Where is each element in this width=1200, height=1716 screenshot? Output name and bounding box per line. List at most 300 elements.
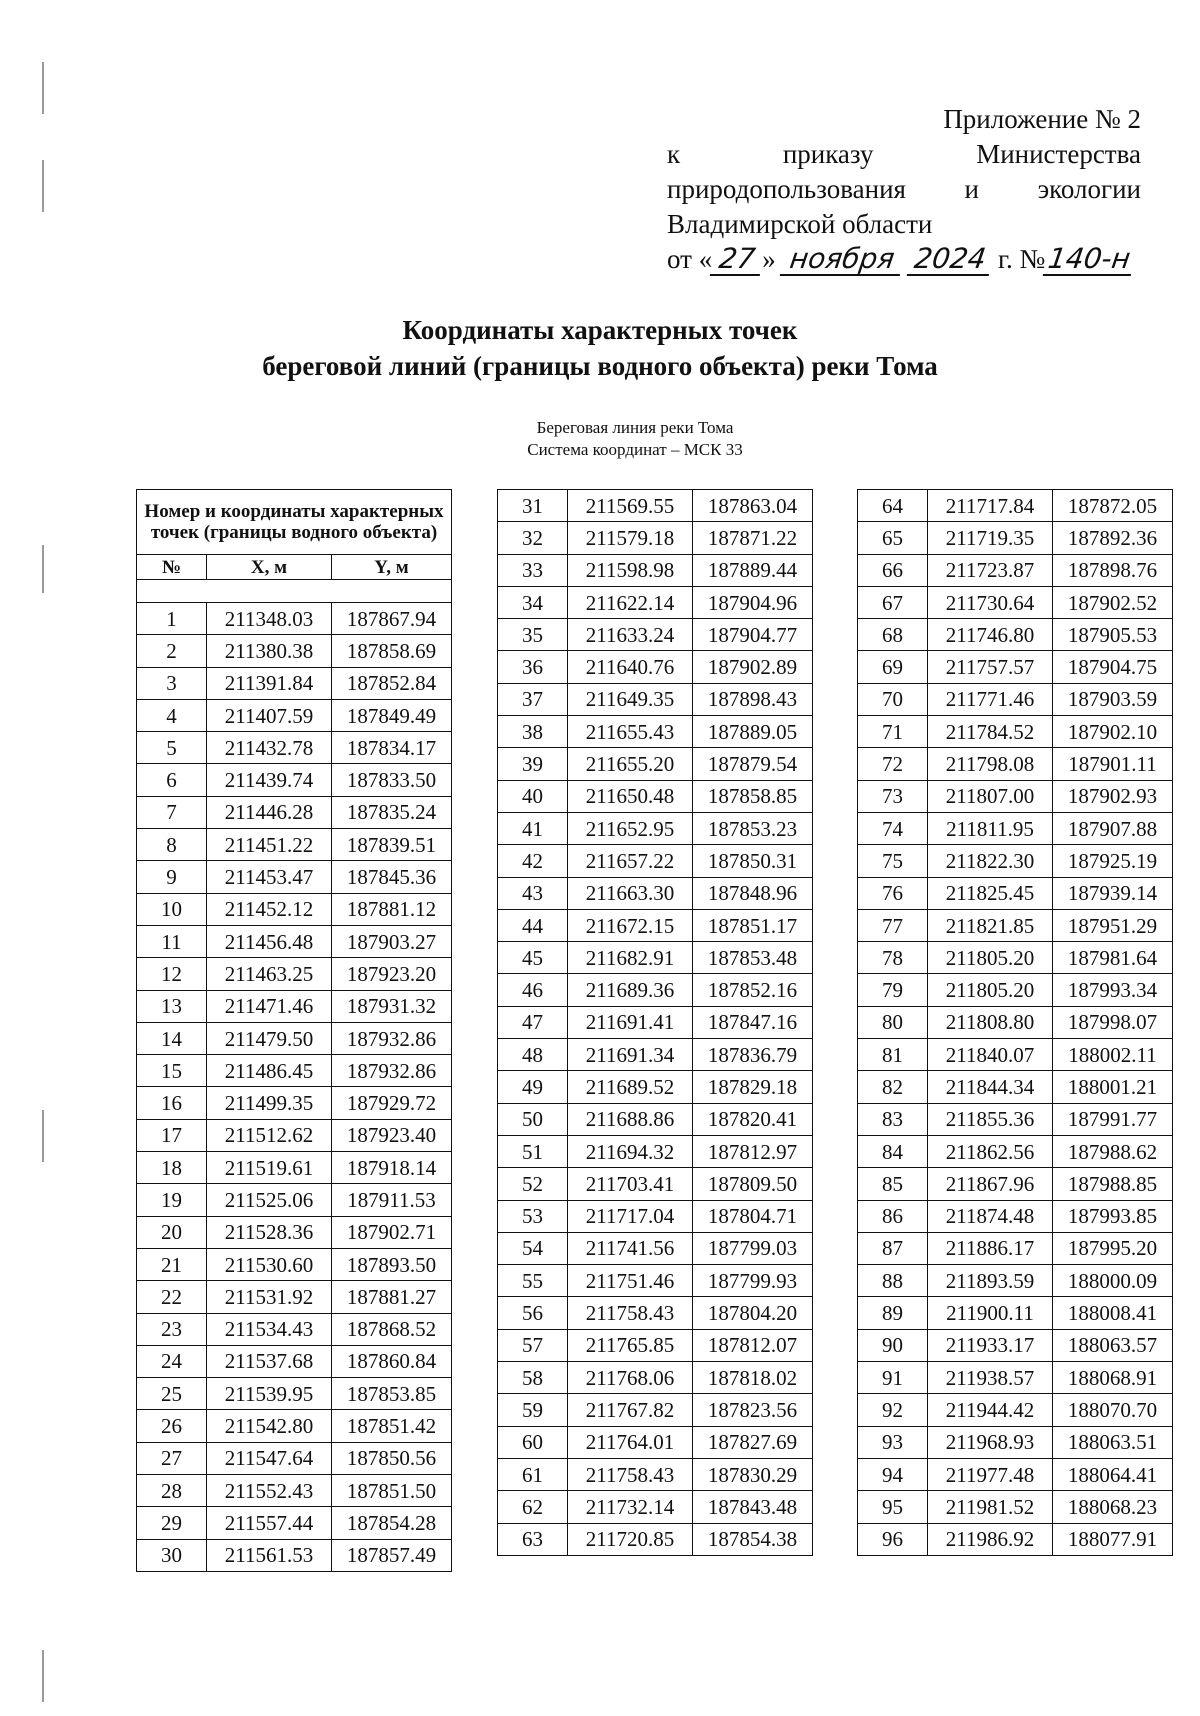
column-header-x: X, м — [207, 555, 332, 580]
y-coordinate-cell: 187852.84 — [332, 667, 452, 699]
table-row — [858, 1491, 1173, 1523]
y-coordinate-cell: 187833.50 — [332, 764, 452, 796]
x-coordinate-cell: 211649.35 — [568, 683, 693, 715]
table-row — [137, 990, 452, 1022]
x-coordinate-cell: 211805.20 — [928, 942, 1053, 974]
y-coordinate-cell: 187925.19 — [1053, 845, 1173, 877]
point-number-cell: 32 — [498, 522, 568, 554]
table-row — [858, 1039, 1173, 1071]
x-coordinate-cell: 211479.50 — [207, 1022, 332, 1054]
table-row — [498, 1362, 813, 1394]
point-number-cell: 52 — [498, 1168, 568, 1200]
y-coordinate-cell: 187799.93 — [693, 1265, 813, 1297]
y-coordinate-cell: 187929.72 — [332, 1087, 452, 1119]
table-row — [498, 1168, 813, 1200]
y-coordinate-cell: 187889.44 — [693, 554, 813, 586]
appendix-number: Приложение № 2 — [943, 104, 1141, 134]
y-coordinate-cell: 187993.85 — [1053, 1200, 1173, 1232]
x-coordinate-cell: 211534.43 — [207, 1313, 332, 1345]
x-coordinate-cell: 211452.12 — [207, 893, 332, 925]
y-coordinate-cell: 187995.20 — [1053, 1232, 1173, 1264]
table-row — [137, 1281, 452, 1313]
point-number-cell: 77 — [858, 909, 928, 941]
y-coordinate-cell: 187804.20 — [693, 1297, 813, 1329]
table-row — [498, 1039, 813, 1071]
point-number-cell: 37 — [498, 683, 568, 715]
table-row — [137, 635, 452, 667]
x-coordinate-cell: 211456.48 — [207, 925, 332, 957]
point-number-cell: 19 — [137, 1184, 207, 1216]
point-number-cell: 43 — [498, 877, 568, 909]
table-row — [137, 1152, 452, 1184]
table-row — [498, 586, 813, 618]
x-coordinate-cell: 211530.60 — [207, 1248, 332, 1280]
point-number-cell: 10 — [137, 893, 207, 925]
y-coordinate-cell: 187845.36 — [332, 861, 452, 893]
table-row — [858, 942, 1173, 974]
x-coordinate-cell: 211519.61 — [207, 1152, 332, 1184]
x-coordinate-cell: 211719.35 — [928, 522, 1053, 554]
point-number-cell: 46 — [498, 974, 568, 1006]
y-coordinate-cell: 187871.22 — [693, 522, 813, 554]
y-coordinate-cell: 187998.07 — [1053, 1006, 1173, 1038]
point-number-cell: 93 — [858, 1426, 928, 1458]
table-row — [498, 1071, 813, 1103]
y-coordinate-cell: 188068.23 — [1053, 1491, 1173, 1523]
x-coordinate-cell: 211822.30 — [928, 845, 1053, 877]
point-number-cell: 16 — [137, 1087, 207, 1119]
table-row — [858, 490, 1173, 522]
y-coordinate-cell: 187881.27 — [332, 1281, 452, 1313]
y-coordinate-cell: 187902.89 — [693, 651, 813, 683]
x-coordinate-cell: 211758.43 — [568, 1297, 693, 1329]
appendix-date-line: от « 27 » ноября 2024 г. №140-н — [667, 242, 1141, 277]
point-number-cell: 58 — [498, 1362, 568, 1394]
point-number-cell: 79 — [858, 974, 928, 1006]
table-row — [498, 1103, 813, 1135]
coordinates-table-1 — [136, 489, 452, 1572]
x-coordinate-cell: 211862.56 — [928, 1135, 1053, 1167]
point-number-cell: 38 — [498, 716, 568, 748]
y-coordinate-cell: 188077.91 — [1053, 1523, 1173, 1555]
table-row — [858, 845, 1173, 877]
table-row — [498, 812, 813, 844]
table-row — [137, 1507, 452, 1539]
x-coordinate-cell: 211451.22 — [207, 829, 332, 861]
table-row — [498, 522, 813, 554]
point-number-cell: 36 — [498, 651, 568, 683]
x-coordinate-cell: 211552.43 — [207, 1475, 332, 1507]
x-coordinate-cell: 211499.35 — [207, 1087, 332, 1119]
y-coordinate-cell: 187931.32 — [332, 990, 452, 1022]
point-number-cell: 3 — [137, 667, 207, 699]
y-coordinate-cell: 187904.96 — [693, 586, 813, 618]
point-number-cell: 72 — [858, 748, 928, 780]
y-coordinate-cell: 187812.97 — [693, 1135, 813, 1167]
table-row — [858, 780, 1173, 812]
point-number-cell: 62 — [498, 1491, 568, 1523]
point-number-cell: 66 — [858, 554, 928, 586]
y-coordinate-cell: 188008.41 — [1053, 1297, 1173, 1329]
x-coordinate-cell: 211805.20 — [928, 974, 1053, 1006]
point-number-cell: 12 — [137, 958, 207, 990]
point-number-cell: 18 — [137, 1152, 207, 1184]
x-coordinate-cell: 211717.04 — [568, 1200, 693, 1232]
y-coordinate-cell: 187904.77 — [693, 619, 813, 651]
y-coordinate-cell: 187898.76 — [1053, 554, 1173, 586]
y-coordinate-cell: 187991.77 — [1053, 1103, 1173, 1135]
table-row — [137, 1087, 452, 1119]
x-coordinate-cell: 211439.74 — [207, 764, 332, 796]
point-number-cell: 87 — [858, 1232, 928, 1264]
point-number-cell: 68 — [858, 619, 928, 651]
x-coordinate-cell: 211694.32 — [568, 1135, 693, 1167]
table-row — [858, 716, 1173, 748]
x-coordinate-cell: 211900.11 — [928, 1297, 1053, 1329]
table-row — [498, 1523, 813, 1555]
point-number-cell: 73 — [858, 780, 928, 812]
table-row — [498, 683, 813, 715]
table-row — [858, 1071, 1173, 1103]
appendix-line-3: природопользования и экологии — [667, 174, 1141, 204]
scan-mark — [42, 62, 44, 114]
point-number-cell: 31 — [498, 490, 568, 522]
point-number-cell: 96 — [858, 1523, 928, 1555]
y-coordinate-cell: 187988.62 — [1053, 1135, 1173, 1167]
y-coordinate-cell: 187847.16 — [693, 1006, 813, 1038]
point-number-cell: 27 — [137, 1442, 207, 1474]
table-row — [858, 909, 1173, 941]
point-number-cell: 89 — [858, 1297, 928, 1329]
table-row — [498, 974, 813, 1006]
table-row — [137, 1313, 452, 1345]
point-number-cell: 91 — [858, 1362, 928, 1394]
y-coordinate-cell: 187923.40 — [332, 1119, 452, 1151]
point-number-cell: 86 — [858, 1200, 928, 1232]
y-coordinate-cell: 187879.54 — [693, 748, 813, 780]
point-number-cell: 42 — [498, 845, 568, 877]
y-coordinate-cell: 187858.85 — [693, 780, 813, 812]
table-row — [858, 974, 1173, 1006]
x-coordinate-cell: 211723.87 — [928, 554, 1053, 586]
point-number-cell: 67 — [858, 586, 928, 618]
handwritten-year: 2024 — [907, 244, 993, 276]
x-coordinate-cell: 211391.84 — [207, 667, 332, 699]
x-coordinate-cell: 211703.41 — [568, 1168, 693, 1200]
table-row — [137, 1410, 452, 1442]
table-row — [498, 1458, 813, 1490]
point-number-cell: 71 — [858, 716, 928, 748]
y-coordinate-cell: 187850.56 — [332, 1442, 452, 1474]
table-row — [137, 1442, 452, 1474]
point-number-cell: 20 — [137, 1216, 207, 1248]
document-title: Координаты характерных точек береговой линий (границы водного объекта) реки Тома — [262, 315, 938, 381]
y-coordinate-cell: 187809.50 — [693, 1168, 813, 1200]
x-coordinate-cell: 211650.48 — [568, 780, 693, 812]
point-number-cell: 65 — [858, 522, 928, 554]
point-number-cell: 74 — [858, 812, 928, 844]
x-coordinate-cell: 211968.93 — [928, 1426, 1053, 1458]
table-row — [858, 1265, 1173, 1297]
point-number-cell: 53 — [498, 1200, 568, 1232]
point-number-cell: 39 — [498, 748, 568, 780]
x-coordinate-cell: 211547.64 — [207, 1442, 332, 1474]
x-coordinate-cell: 211746.80 — [928, 619, 1053, 651]
y-coordinate-cell: 187863.04 — [693, 490, 813, 522]
y-coordinate-cell: 187823.56 — [693, 1394, 813, 1426]
table-row — [137, 1216, 452, 1248]
y-coordinate-cell: 187849.49 — [332, 699, 452, 731]
x-coordinate-cell: 211844.34 — [928, 1071, 1053, 1103]
x-coordinate-cell: 211453.47 — [207, 861, 332, 893]
handwritten-order-number: 140-н — [1043, 244, 1135, 276]
table-row — [498, 845, 813, 877]
x-coordinate-cell: 211730.64 — [928, 586, 1053, 618]
point-number-cell: 29 — [137, 1507, 207, 1539]
x-coordinate-cell: 211807.00 — [928, 780, 1053, 812]
point-number-cell: 83 — [858, 1103, 928, 1135]
y-coordinate-cell: 187848.96 — [693, 877, 813, 909]
point-number-cell: 35 — [498, 619, 568, 651]
x-coordinate-cell: 211655.20 — [568, 748, 693, 780]
y-coordinate-cell: 187981.64 — [1053, 942, 1173, 974]
y-coordinate-cell: 187835.24 — [332, 796, 452, 828]
point-number-cell: 80 — [858, 1006, 928, 1038]
y-coordinate-cell: 188068.91 — [1053, 1362, 1173, 1394]
column-header-number: № — [137, 555, 207, 580]
x-coordinate-cell: 211855.36 — [928, 1103, 1053, 1135]
y-coordinate-cell: 187902.10 — [1053, 716, 1173, 748]
y-coordinate-cell: 187898.43 — [693, 683, 813, 715]
appendix-line-2: к приказу Министерства — [667, 139, 1141, 169]
table-row — [498, 554, 813, 586]
y-coordinate-cell: 187829.18 — [693, 1071, 813, 1103]
table-row — [137, 893, 452, 925]
y-coordinate-cell: 187820.41 — [693, 1103, 813, 1135]
x-coordinate-cell: 211764.01 — [568, 1426, 693, 1458]
point-number-cell: 17 — [137, 1119, 207, 1151]
table-row — [858, 1200, 1173, 1232]
table-row — [137, 958, 452, 990]
x-coordinate-cell: 211655.43 — [568, 716, 693, 748]
table-row — [137, 699, 452, 731]
scan-mark — [42, 545, 44, 593]
x-coordinate-cell: 211874.48 — [928, 1200, 1053, 1232]
y-coordinate-cell: 187911.53 — [332, 1184, 452, 1216]
y-coordinate-cell: 187827.69 — [693, 1426, 813, 1458]
table-row — [858, 1168, 1173, 1200]
header-spacer — [137, 580, 452, 603]
x-coordinate-cell: 211784.52 — [928, 716, 1053, 748]
y-coordinate-cell: 187907.88 — [1053, 812, 1173, 844]
y-coordinate-cell: 187851.42 — [332, 1410, 452, 1442]
point-number-cell: 24 — [137, 1345, 207, 1377]
table-row — [137, 1119, 452, 1151]
x-coordinate-cell: 211751.46 — [568, 1265, 693, 1297]
x-coordinate-cell: 211688.86 — [568, 1103, 693, 1135]
point-number-cell: 14 — [137, 1022, 207, 1054]
table-row — [858, 877, 1173, 909]
x-coordinate-cell: 211825.45 — [928, 877, 1053, 909]
point-number-cell: 81 — [858, 1039, 928, 1071]
table-row — [137, 1055, 452, 1087]
table-row — [137, 829, 452, 861]
point-number-cell: 23 — [137, 1313, 207, 1345]
x-coordinate-cell: 211657.22 — [568, 845, 693, 877]
y-coordinate-cell: 187851.50 — [332, 1475, 452, 1507]
point-number-cell: 64 — [858, 490, 928, 522]
table-group-header: Номер и координаты характерных точек (границы водного объекта) — [137, 490, 452, 555]
table-row — [137, 796, 452, 828]
x-coordinate-cell: 211798.08 — [928, 748, 1053, 780]
table-row — [858, 1135, 1173, 1167]
x-coordinate-cell: 211886.17 — [928, 1232, 1053, 1264]
y-coordinate-cell: 187868.52 — [332, 1313, 452, 1345]
x-coordinate-cell: 211758.43 — [568, 1458, 693, 1490]
x-coordinate-cell: 211741.56 — [568, 1232, 693, 1264]
x-coordinate-cell: 211717.84 — [928, 490, 1053, 522]
x-coordinate-cell: 211771.46 — [928, 683, 1053, 715]
table-row — [137, 1378, 452, 1410]
y-coordinate-cell: 187867.94 — [332, 603, 452, 635]
table-row — [858, 1297, 1173, 1329]
x-coordinate-cell: 211446.28 — [207, 796, 332, 828]
point-number-cell: 88 — [858, 1265, 928, 1297]
x-coordinate-cell: 211579.18 — [568, 522, 693, 554]
point-number-cell: 40 — [498, 780, 568, 812]
y-coordinate-cell: 187843.48 — [693, 1491, 813, 1523]
point-number-cell: 2 — [137, 635, 207, 667]
point-number-cell: 69 — [858, 651, 928, 683]
coordinates-table-2 — [497, 489, 813, 1556]
point-number-cell: 7 — [137, 796, 207, 828]
x-coordinate-cell: 211767.82 — [568, 1394, 693, 1426]
scan-mark — [42, 160, 44, 212]
point-number-cell: 30 — [137, 1539, 207, 1571]
x-coordinate-cell: 211768.06 — [568, 1362, 693, 1394]
y-coordinate-cell: 187905.53 — [1053, 619, 1173, 651]
point-number-cell: 63 — [498, 1523, 568, 1555]
point-number-cell: 33 — [498, 554, 568, 586]
table-row — [858, 1362, 1173, 1394]
x-coordinate-cell: 211893.59 — [928, 1265, 1053, 1297]
point-number-cell: 57 — [498, 1329, 568, 1361]
x-coordinate-cell: 211840.07 — [928, 1039, 1053, 1071]
table-row — [137, 1539, 452, 1571]
table-row — [137, 764, 452, 796]
y-coordinate-cell: 187853.48 — [693, 942, 813, 974]
y-coordinate-cell: 187858.69 — [332, 635, 452, 667]
y-coordinate-cell: 187812.07 — [693, 1329, 813, 1361]
y-coordinate-cell: 187889.05 — [693, 716, 813, 748]
point-number-cell: 4 — [137, 699, 207, 731]
x-coordinate-cell: 211512.62 — [207, 1119, 332, 1151]
y-coordinate-cell: 187839.51 — [332, 829, 452, 861]
y-coordinate-cell: 187830.29 — [693, 1458, 813, 1490]
y-coordinate-cell: 188001.21 — [1053, 1071, 1173, 1103]
table-row — [498, 1426, 813, 1458]
table-row — [137, 861, 452, 893]
table-row — [858, 1232, 1173, 1264]
point-number-cell: 26 — [137, 1410, 207, 1442]
x-coordinate-cell: 211432.78 — [207, 732, 332, 764]
y-coordinate-cell: 187903.59 — [1053, 683, 1173, 715]
table-row — [858, 748, 1173, 780]
y-coordinate-cell: 187872.05 — [1053, 490, 1173, 522]
point-number-cell: 84 — [858, 1135, 928, 1167]
table-row — [498, 490, 813, 522]
y-coordinate-cell: 187881.12 — [332, 893, 452, 925]
y-coordinate-cell: 187993.34 — [1053, 974, 1173, 1006]
y-coordinate-cell: 187853.85 — [332, 1378, 452, 1410]
y-coordinate-cell: 187918.14 — [332, 1152, 452, 1184]
y-coordinate-cell: 187932.86 — [332, 1055, 452, 1087]
table-row — [498, 748, 813, 780]
table-row — [498, 1135, 813, 1167]
y-coordinate-cell: 187939.14 — [1053, 877, 1173, 909]
table-row — [137, 667, 452, 699]
x-coordinate-cell: 211598.98 — [568, 554, 693, 586]
point-number-cell: 28 — [137, 1475, 207, 1507]
y-coordinate-cell: 187853.23 — [693, 812, 813, 844]
table-row — [498, 1394, 813, 1426]
y-coordinate-cell: 187804.71 — [693, 1200, 813, 1232]
table-row — [498, 1232, 813, 1264]
point-number-cell: 59 — [498, 1394, 568, 1426]
x-coordinate-cell: 211640.76 — [568, 651, 693, 683]
point-number-cell: 61 — [498, 1458, 568, 1490]
y-coordinate-cell: 187951.29 — [1053, 909, 1173, 941]
table-row — [858, 619, 1173, 651]
point-number-cell: 48 — [498, 1039, 568, 1071]
x-coordinate-cell: 211944.42 — [928, 1394, 1053, 1426]
table-row — [498, 942, 813, 974]
x-coordinate-cell: 211652.95 — [568, 812, 693, 844]
coordinates-table-3 — [857, 489, 1173, 1556]
x-coordinate-cell: 211672.15 — [568, 909, 693, 941]
point-number-cell: 50 — [498, 1103, 568, 1135]
table-row — [498, 1329, 813, 1361]
x-coordinate-cell: 211732.14 — [568, 1491, 693, 1523]
x-coordinate-cell: 211471.46 — [207, 990, 332, 1022]
point-number-cell: 15 — [137, 1055, 207, 1087]
y-coordinate-cell: 187818.02 — [693, 1362, 813, 1394]
y-coordinate-cell: 187932.86 — [332, 1022, 452, 1054]
y-coordinate-cell: 187857.49 — [332, 1539, 452, 1571]
point-number-cell: 47 — [498, 1006, 568, 1038]
point-number-cell: 5 — [137, 732, 207, 764]
table-row — [858, 586, 1173, 618]
table-row — [858, 651, 1173, 683]
y-coordinate-cell: 187904.75 — [1053, 651, 1173, 683]
table-row — [858, 683, 1173, 715]
point-number-cell: 82 — [858, 1071, 928, 1103]
point-number-cell: 11 — [137, 925, 207, 957]
y-coordinate-cell: 187902.71 — [332, 1216, 452, 1248]
table-row — [858, 1394, 1173, 1426]
table-row — [137, 1475, 452, 1507]
y-coordinate-cell: 187854.28 — [332, 1507, 452, 1539]
x-coordinate-cell: 211682.91 — [568, 942, 693, 974]
y-coordinate-cell: 187860.84 — [332, 1345, 452, 1377]
point-number-cell: 9 — [137, 861, 207, 893]
x-coordinate-cell: 211348.03 — [207, 603, 332, 635]
y-coordinate-cell: 187893.50 — [332, 1248, 452, 1280]
x-coordinate-cell: 211691.41 — [568, 1006, 693, 1038]
x-coordinate-cell: 211531.92 — [207, 1281, 332, 1313]
table-row — [498, 619, 813, 651]
point-number-cell: 85 — [858, 1168, 928, 1200]
